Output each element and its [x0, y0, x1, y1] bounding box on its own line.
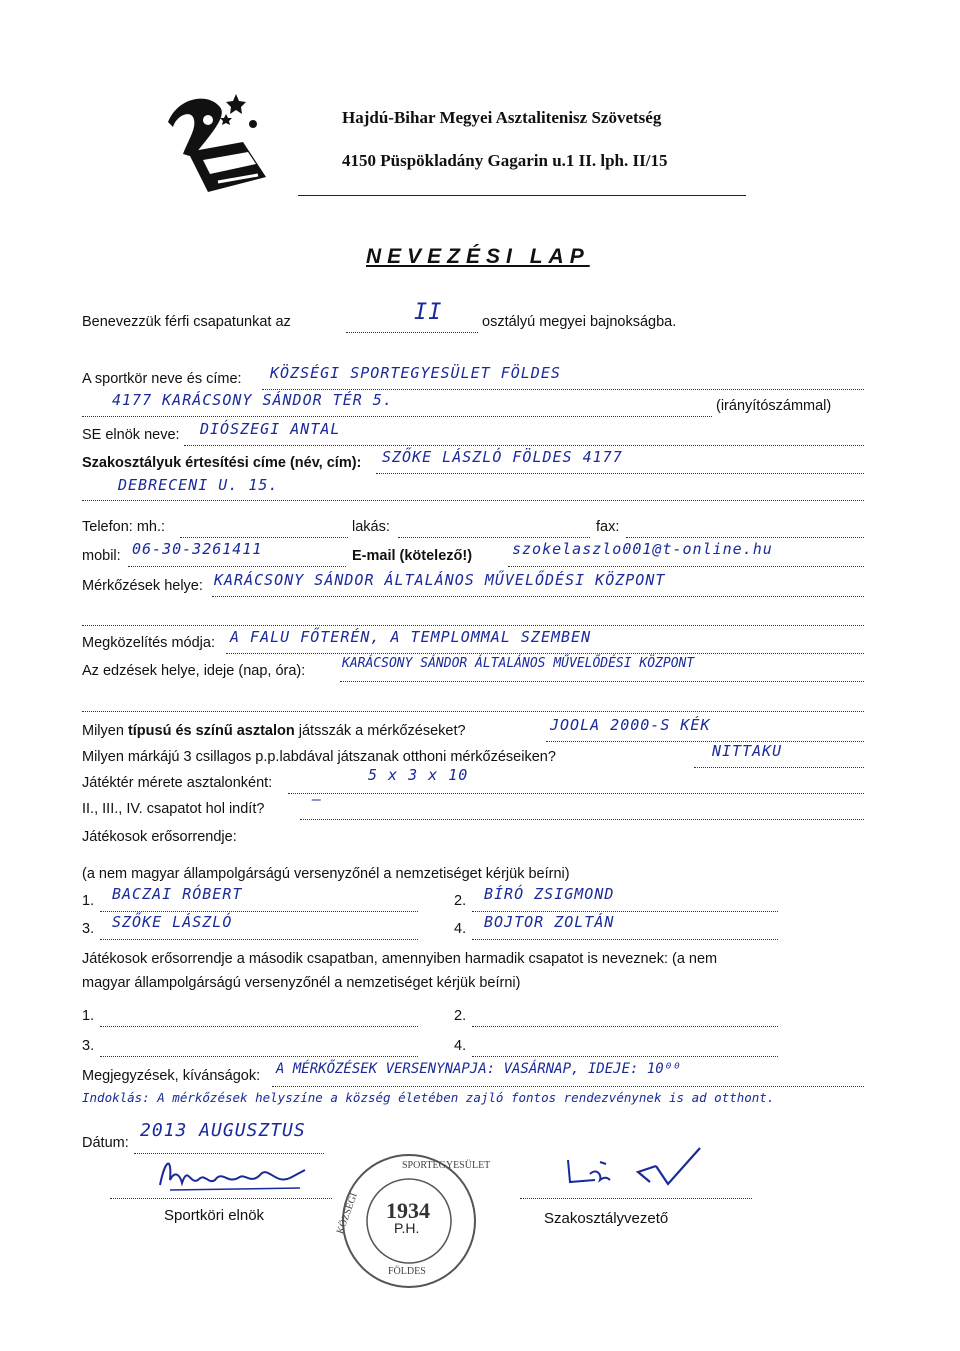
player-num: 3. — [82, 921, 95, 937]
entry-label-post: osztályú megyei bajnokságba. — [482, 314, 677, 330]
section-value: SZŐKE LÁSZLÓ FÖLDES 4177 — [382, 448, 623, 466]
venue-value: KARÁCSONY SÁNDOR ÁLTALÁNOS MŰVELŐDÉSI KÖZPONT — [214, 571, 666, 589]
training-dots-2 — [82, 693, 864, 712]
stamp-text-left: KÖZSÉGI — [334, 1191, 360, 1236]
access-label: Megközelítés módja: — [82, 635, 215, 651]
table-label-pre: Milyen — [82, 723, 124, 739]
access-value: A FALU FŐTERÉN, A TEMPLOMMAL SZEMBEN — [230, 628, 592, 646]
president-value: DIÓSZEGI ANTAL — [200, 420, 341, 438]
entry-label-pre: Benevezzük férfi csapatunkat az — [82, 314, 291, 330]
club-address-value: 4177 KARÁCSONY SÁNDOR TÉR 5. — [112, 391, 393, 409]
second-player-dots — [100, 1008, 418, 1027]
order-note: (a nem magyar állampolgárságú versenyzőnél a nemzetiséget kérjük beírni) — [82, 866, 570, 882]
second-player-num: 1. — [82, 1008, 95, 1024]
ball-label: Milyen márkájú 3 csillagos p.p.labdával játszanak otthoni mérkőzéseiken? — [82, 749, 556, 765]
player-name: BACZAI RÓBERT — [112, 885, 243, 903]
section-label: Szakosztályuk értesítési címe (név, cím): — [82, 455, 362, 471]
home-dots — [398, 519, 590, 538]
table-label — [82, 723, 466, 739]
player-num: 2. — [454, 893, 467, 909]
phone-label: Telefon: mh.: — [82, 519, 166, 535]
player-name: BOJTOR ZOLTÁN — [484, 913, 615, 931]
club-address-suffix: (irányítószámmal) — [716, 398, 832, 414]
header-rule — [298, 195, 746, 196]
club-label: A sportkör neve és címe: — [82, 371, 242, 387]
president-sign-line — [110, 1180, 332, 1199]
date-value: 2013 AUGUSZTUS — [140, 1120, 306, 1141]
table-value: JOOLA 2000-S KÉK — [550, 716, 711, 734]
mobile-label: mobil: — [82, 548, 121, 564]
table-label-bold: típusú és színű asztalon — [127, 723, 295, 739]
stamp-text-top: SPORTEGYESÜLET — [402, 1160, 491, 1171]
stamp-ph: P.H. — [394, 1220, 420, 1236]
entry-dots — [346, 314, 478, 333]
venue-label: Mérkőzések helye: — [82, 578, 203, 594]
org-address: 4150 Püspökladány Gagarin u.1 II. lph. II/15 — [342, 151, 668, 170]
second-player-num: 2. — [454, 1008, 467, 1024]
training-label: Az edzések helye, ideje (nap, óra): — [82, 663, 306, 679]
entry-value: II — [414, 300, 443, 325]
email-value: szokelaszlo001@t-online.hu — [512, 540, 773, 558]
area-label: Játéktér mérete asztalonként: — [82, 775, 273, 791]
notes-label: Megjegyzések, kívánságok: — [82, 1068, 261, 1084]
area-value: 5 x 3 x 10 — [368, 766, 469, 784]
second-player-dots — [100, 1038, 418, 1057]
president-label: SE elnök neve: — [82, 427, 180, 443]
teams-label: II., III., IV. csapatot hol indít? — [82, 801, 265, 817]
teams-dots — [300, 801, 864, 820]
club-value: KÖZSÉGI SPORTEGYESÜLET FÖLDES — [270, 364, 561, 382]
second-team-text: Játékosok erősorrendje a második csapatban, amennyiben harmadik csapatot is neveznek: (a nem — [82, 951, 718, 967]
fax-label: fax: — [596, 519, 620, 535]
second-player-dots — [472, 1008, 778, 1027]
section-leader-sign-line — [520, 1180, 752, 1199]
home-label: lakás: — [352, 519, 390, 535]
notes-value: A MÉRKŐZÉSEK VERSENYNAPJA: VASÁRNAP, IDEJE: 10⁰⁰ — [276, 1061, 681, 1077]
section-value-2: DEBRECENI U. 15. — [118, 476, 279, 494]
second-player-num: 4. — [454, 1038, 467, 1054]
date-label: Dátum: — [82, 1135, 129, 1151]
section-leader-sign-label: Szakosztályvezető — [544, 1210, 669, 1227]
second-player-dots — [472, 1038, 778, 1057]
phone-dots — [180, 519, 348, 538]
second-team-text-2: magyar állampolgárságú versenyzőnél a nemzetiséget kérjük beírni) — [82, 975, 521, 991]
player-name: BÍRÓ ZSIGMOND — [484, 885, 615, 903]
stamp-bottom: FÖLDES — [388, 1266, 426, 1277]
mobile-value: 06-30-3261411 — [132, 540, 263, 558]
association-logo — [148, 82, 278, 202]
venue-dots-2 — [82, 607, 864, 626]
president-sign-label: Sportköri elnök — [164, 1207, 265, 1224]
fax-dots — [626, 519, 864, 538]
player-num: 1. — [82, 893, 95, 909]
table-label-post: játsszák a mérkőzéseket? — [298, 723, 466, 739]
email-label: E-mail (kötelező!) — [352, 548, 473, 564]
org-name: Hajdú-Bihar Megyei Asztalitenisz Szövetség — [342, 108, 662, 127]
player-num: 4. — [454, 921, 467, 937]
ball-value: NITTAKU — [712, 742, 783, 760]
second-player-num: 3. — [82, 1038, 95, 1054]
form-title: NEVEZÉSI LAP — [366, 245, 590, 268]
notes-value-2: Indoklás: A mérkőzések helyszíne a község életében zajló fontos rendezvénynek is ad otthont. — [82, 1090, 775, 1105]
player-name: SZŐKE LÁSZLÓ — [112, 913, 233, 931]
stamp-year: 1934 — [386, 1198, 430, 1223]
teams-value: — — [312, 790, 323, 808]
training-value: KARÁCSONY SÁNDOR ÁLTALÁNOS MŰVELŐDÉSI KÖZPONT — [342, 656, 695, 671]
order-label: Játékosok erősorrendje: — [82, 829, 237, 845]
